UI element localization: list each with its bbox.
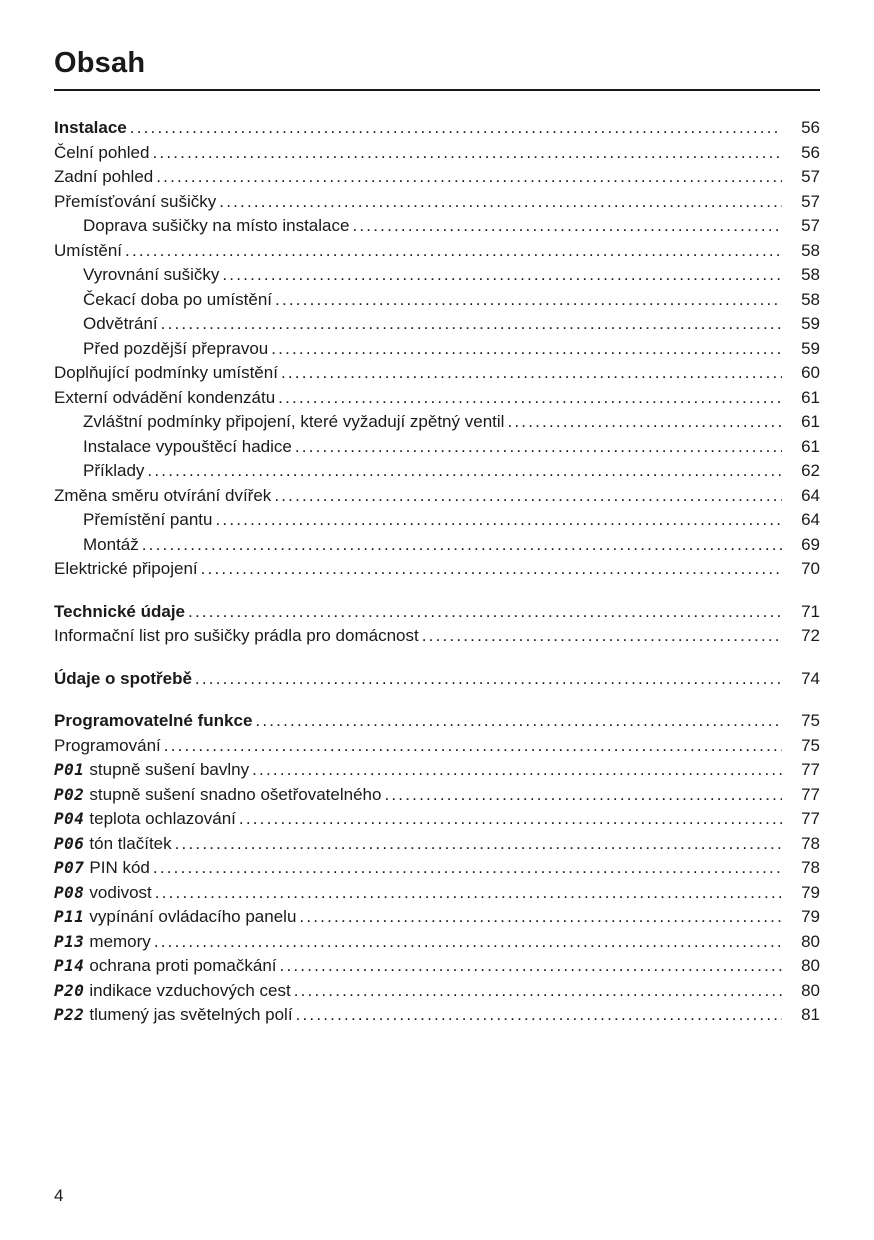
entry-page: 58	[801, 240, 820, 260]
entry-label: vypínání ovládacího panelu	[89, 907, 297, 926]
dot-leader	[278, 386, 782, 411]
toc-row	[54, 190, 820, 215]
entry-page: 56	[801, 118, 820, 137]
dot-leader	[219, 190, 782, 215]
toc-row	[54, 881, 820, 906]
entry-page: 60	[801, 363, 820, 382]
toc-row	[54, 600, 820, 625]
entry-label: Přemísťování sušičky	[54, 191, 217, 211]
dot-leader	[352, 214, 782, 239]
dot-leader	[215, 508, 782, 533]
toc-row	[54, 667, 820, 692]
dot-leader	[147, 459, 782, 484]
entry-label: Změna směru otvírání dvířek	[54, 485, 272, 505]
dot-leader	[507, 410, 782, 435]
toc-row	[54, 116, 820, 141]
entry-page: 61	[801, 387, 820, 407]
toc-row	[54, 410, 820, 435]
entry-page: 58	[801, 289, 820, 309]
entry-label: Údaje o spotřebě	[54, 668, 192, 688]
entry-label: PIN kód	[89, 858, 150, 877]
toc-row	[54, 361, 820, 386]
entry-label: Zvláštní podmínky připojení, které vyžadují zpětný ventil	[83, 412, 505, 431]
entry-page: 77	[801, 809, 820, 828]
footer-page-number: 4	[54, 1186, 64, 1205]
dot-leader	[164, 734, 782, 759]
entry-label: Čelní pohled	[54, 142, 150, 162]
toc-row	[54, 312, 820, 337]
toc-row	[54, 533, 820, 558]
entry-page: 64	[801, 485, 820, 505]
entry-page: 78	[801, 833, 820, 853]
entry-code: P04	[54, 809, 85, 828]
dot-leader	[281, 361, 782, 386]
toc-row	[54, 783, 820, 808]
entry-page: 64	[801, 510, 820, 529]
toc-row	[54, 386, 820, 411]
dot-leader	[295, 435, 782, 460]
entry-page: 61	[801, 436, 820, 456]
entry-label: Informační list pro sušičky prádla pro domácnost	[54, 626, 419, 645]
entry-label: Programovatelné funkce	[54, 711, 253, 730]
entry-page: 71	[801, 601, 820, 621]
dot-leader	[296, 1003, 782, 1028]
dot-leader	[294, 979, 782, 1004]
toc-row	[54, 930, 820, 955]
entry-label: ochrana proti pomačkání	[89, 956, 277, 975]
entry-code: P11	[54, 907, 85, 926]
toc-list	[54, 116, 820, 1028]
toc-row	[54, 758, 820, 783]
dot-leader	[195, 667, 782, 692]
entry-code: P01	[54, 760, 85, 779]
entry-code: P20	[54, 980, 85, 1000]
entry-page: 78	[801, 858, 820, 877]
toc-row	[54, 214, 820, 239]
dot-leader	[155, 881, 782, 906]
toc-row	[54, 484, 820, 509]
entry-label: Instalace vypouštěcí hadice	[83, 436, 292, 456]
dot-leader	[161, 312, 782, 337]
toc-row	[54, 165, 820, 190]
toc-row	[54, 435, 820, 460]
toc-row	[54, 239, 820, 264]
entry-page: 77	[801, 760, 820, 779]
entry-label: memory	[89, 931, 151, 951]
entry-page: 57	[801, 167, 820, 186]
entry-page: 80	[801, 956, 820, 975]
entry-label: vodivost	[89, 882, 152, 902]
entry-page: 59	[801, 338, 820, 358]
dot-leader	[142, 533, 782, 558]
entry-label: Montáž	[83, 534, 139, 554]
entry-label: indikace vzduchových cest	[89, 980, 291, 1000]
entry-page: 79	[801, 882, 820, 902]
entry-page: 62	[801, 461, 820, 480]
toc-row	[54, 905, 820, 930]
toc-row	[54, 709, 820, 734]
toc-row	[54, 624, 820, 649]
entry-page: 77	[801, 784, 820, 804]
dot-leader	[222, 263, 782, 288]
dot-leader	[252, 758, 782, 783]
toc-row	[54, 734, 820, 759]
entry-label: Programování	[54, 735, 161, 755]
entry-label: Elektrické připojení	[54, 559, 198, 578]
entry-page: 69	[801, 534, 820, 554]
toc-row	[54, 1003, 820, 1028]
entry-code: P22	[54, 1005, 85, 1024]
entry-page: 59	[801, 314, 820, 333]
entry-page: 56	[801, 142, 820, 162]
dot-leader	[274, 484, 782, 509]
dot-leader	[156, 165, 782, 190]
toc-row	[54, 856, 820, 881]
dot-leader	[153, 856, 782, 881]
dot-leader	[130, 116, 782, 141]
dot-leader	[188, 600, 782, 625]
entry-label: Čekací doba po umístění	[83, 289, 273, 309]
entry-page: 75	[801, 735, 820, 755]
dot-leader	[280, 954, 782, 979]
entry-label: Technické údaje	[54, 601, 186, 621]
entry-page: 74	[801, 668, 820, 688]
dot-leader	[201, 557, 782, 582]
entry-page: 70	[801, 559, 820, 578]
dot-leader	[299, 905, 782, 930]
toc-row	[54, 288, 820, 313]
entry-label: Umístění	[54, 240, 123, 260]
entry-code: P08	[54, 882, 85, 902]
dot-leader	[154, 930, 782, 955]
dot-leader	[271, 337, 782, 362]
entry-label: Příklady	[83, 461, 145, 480]
entry-page: 75	[801, 711, 820, 730]
toc-row	[54, 459, 820, 484]
toc-row	[54, 557, 820, 582]
dot-leader	[255, 709, 782, 734]
entry-label: Vyrovnání sušičky	[83, 265, 220, 284]
entry-label: Doplňující podmínky umístění	[54, 363, 278, 382]
entry-page: 58	[801, 265, 820, 284]
toc-row	[54, 263, 820, 288]
toc-row	[54, 141, 820, 166]
entry-page: 79	[801, 907, 820, 926]
entry-label: Odvětrání	[83, 314, 158, 333]
entry-page: 80	[801, 980, 820, 1000]
dot-leader	[239, 807, 782, 832]
toc-row	[54, 337, 820, 362]
dot-leader	[152, 141, 782, 166]
entry-code: P07	[54, 858, 85, 877]
toc-row	[54, 508, 820, 533]
dot-leader	[422, 624, 782, 649]
entry-label: Externí odvádění kondenzátu	[54, 387, 276, 407]
entry-code: P13	[54, 931, 85, 951]
entry-page: 80	[801, 931, 820, 951]
toc-row	[54, 954, 820, 979]
dot-leader	[125, 239, 782, 264]
entry-code: P02	[54, 784, 85, 804]
page-title: Obsah	[54, 47, 146, 79]
title-divider	[54, 89, 820, 91]
toc-row	[54, 807, 820, 832]
entry-label: teplota ochlazování	[89, 809, 236, 828]
entry-page: 61	[801, 412, 820, 431]
dot-leader	[384, 783, 782, 808]
toc-row	[54, 979, 820, 1004]
entry-page: 81	[801, 1005, 820, 1024]
entry-label: Doprava sušičky na místo instalace	[83, 216, 350, 235]
entry-label: Instalace	[54, 118, 127, 137]
toc-row	[54, 832, 820, 857]
entry-label: tón tlačítek	[89, 833, 172, 853]
entry-label: Zadní pohled	[54, 167, 154, 186]
entry-label: Přemístění pantu	[83, 510, 213, 529]
entry-label: stupně sušení bavlny	[89, 760, 250, 779]
entry-code: P06	[54, 833, 85, 853]
entry-code: P14	[54, 956, 85, 975]
entry-page: 57	[801, 216, 820, 235]
entry-label: tlumený jas světelných polí	[89, 1005, 293, 1024]
entry-label: stupně sušení snadno ošetřovatelného	[89, 784, 382, 804]
entry-page: 57	[801, 191, 820, 211]
dot-leader	[175, 832, 782, 857]
entry-label: Před pozdější přepravou	[83, 338, 269, 358]
dot-leader	[275, 288, 782, 313]
entry-page: 72	[801, 626, 820, 645]
